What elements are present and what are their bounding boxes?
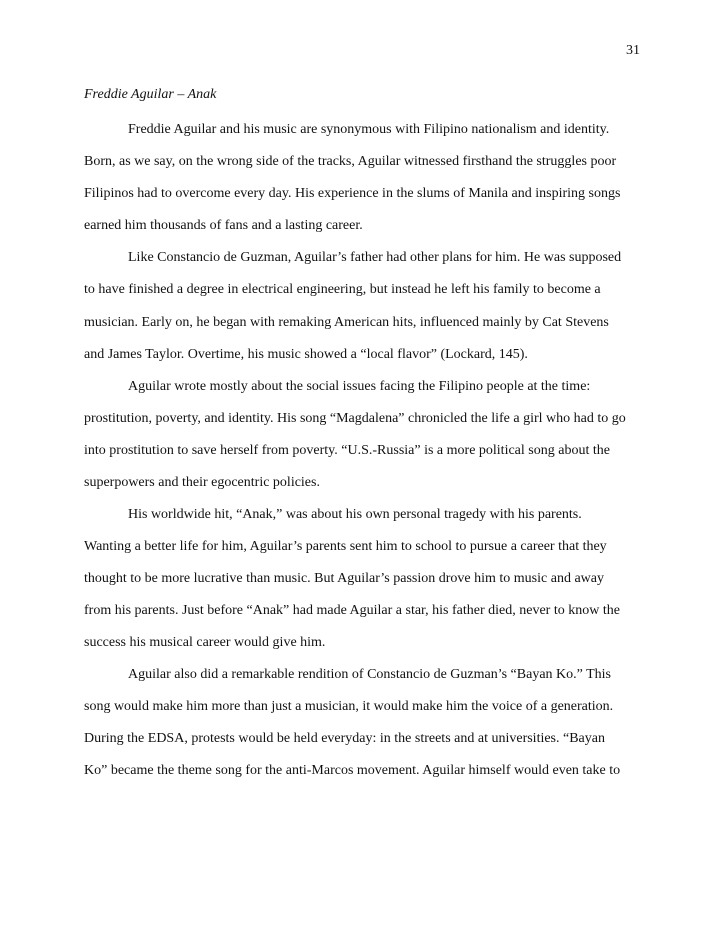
- text-line: Born, as we say, on the wrong side of the tracks, Aguilar witnessed firsthand the struggles poor: [84, 154, 617, 169]
- text-line: earned him thousands of fans and a lasting career.: [84, 218, 363, 233]
- text-line: Like Constancio de Guzman, Aguilar’s father had other plans for him. He was supposed: [128, 250, 622, 265]
- text-line: During the EDSA, protests would be held everyday: in the streets and at universities. “Bayan: [84, 731, 605, 746]
- text-line: from his parents. Just before “Anak” had made Aguilar a star, his father died, never to know the: [84, 603, 620, 618]
- text-line: Freddie Aguilar and his music are synonymous with Filipino nationalism and identity.: [128, 122, 610, 137]
- text-line: Aguilar wrote mostly about the social issues facing the Filipino people at the time:: [128, 379, 591, 394]
- text-line: to have finished a degree in electrical engineering, but instead he left his family to become a: [84, 282, 601, 297]
- text-line: superpowers and their egocentric policies.: [84, 475, 320, 490]
- text-line: success his musical career would give him.: [84, 635, 326, 650]
- section-title: Freddie Aguilar – Anak: [84, 87, 217, 102]
- text-line: song would make him more than just a musician, it would make him the voice of a generation.: [84, 699, 614, 714]
- text-line: Filipinos had to overcome every day. His experience in the slums of Manila and inspiring songs: [84, 186, 621, 201]
- text-line: Aguilar also did a remarkable rendition of Constancio de Guzman’s “Bayan Ko.” This: [128, 667, 611, 682]
- text-line: thought to be more lucrative than music. But Aguilar’s passion drove him to music and away: [84, 571, 604, 586]
- text-line: Wanting a better life for him, Aguilar’s parents sent him to school to pursue a career that they: [84, 539, 607, 554]
- text-line: musician. Early on, he began with remaking American hits, influenced mainly by Cat Stevens: [84, 315, 609, 330]
- text-line: and James Taylor. Overtime, his music showed a “local flavor” (Lockard, 145).: [84, 347, 528, 362]
- text-line: prostitution, poverty, and identity. His song “Magdalena” chronicled the life a girl who had to go: [84, 411, 626, 426]
- text-line: into prostitution to save herself from poverty. “U.S.-Russia” is a more political song about the: [84, 443, 610, 458]
- page-number: 31: [626, 43, 640, 58]
- text-line: Ko” became the theme song for the anti-Marcos movement. Aguilar himself would even take to: [84, 763, 621, 778]
- text-line: His worldwide hit, “Anak,” was about his own personal tragedy with his parents.: [128, 507, 582, 522]
